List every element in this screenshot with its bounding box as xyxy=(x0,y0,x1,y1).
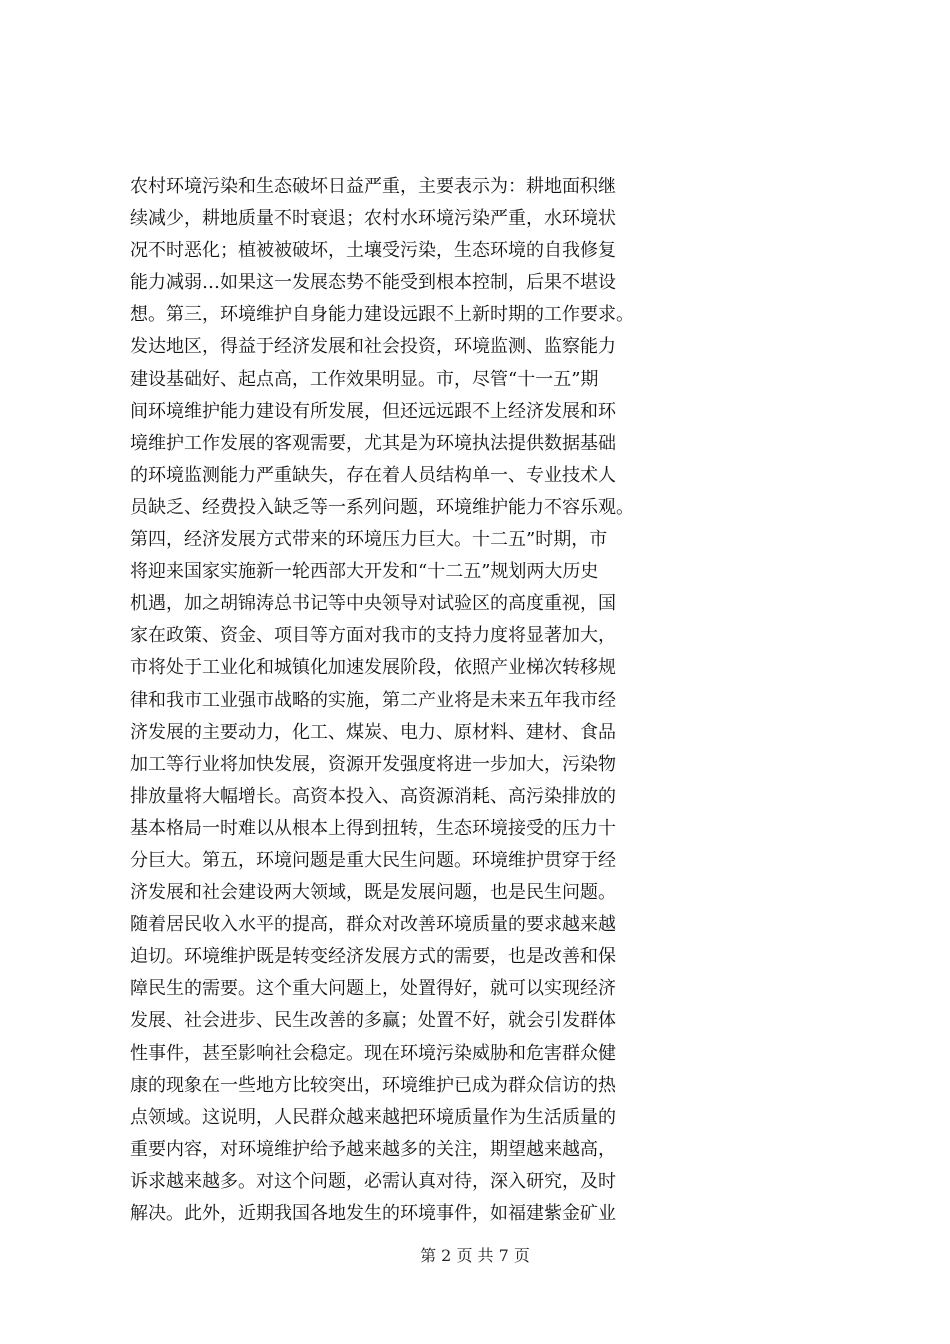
text-line: 员缺乏、经费投入缺乏等一系列问题，环境维护能力不容乐观。 xyxy=(130,496,634,518)
text-line: 性事件，甚至影响社会稳定。现在环境污染威胁和危害群众健 xyxy=(130,1042,616,1064)
text-line: 济发展的主要动力，化工、煤炭、电力、原材料、建材、食品 xyxy=(130,721,616,743)
text-line: 境维护工作发展的客观需要，尤其是为环境执法提供数据基础 xyxy=(130,432,616,454)
text-line: 解决。此外，近期我国各地发生的环境事件，如福建紫金矿业 xyxy=(130,1203,616,1224)
text-line: 重要内容，对环境维护给予越来越多的关注，期望越来越高， xyxy=(130,1138,616,1160)
text-line: 续减少，耕地质量不时衰退；农村水环境污染严重，水环境状 xyxy=(130,208,616,230)
text-line: 点领域。这说明，人民群众越来越把环境质量作为生活质量的 xyxy=(130,1106,616,1128)
text-line: 间环境维护能力建设有所发展，但还远远跟不上经济发展和环 xyxy=(130,400,616,422)
body-text xyxy=(130,171,830,1230)
text-line: 基本格局一时难以从根本上得到扭转，生态环境接受的压力十 xyxy=(130,817,616,839)
text-line: 市将处于工业化和城镇化加速发展阶段，依照产业梯次转移规 xyxy=(130,657,616,679)
text-line: 排放量将大幅增长。高资本投入、高资源消耗、高污染排放的 xyxy=(130,785,616,807)
text-line: 第四，经济发展方式带来的环境压力巨大。十二五”时期，市 xyxy=(130,529,608,551)
text-line: 康的现象在一些地方比较突出，环境维护已成为群众信访的热 xyxy=(130,1074,616,1096)
text-line: 机遇，加之胡锦涛总书记等中央领导对试验区的高度重视，国 xyxy=(130,593,616,615)
text-line: 的环境监测能力严重缺失，存在着人员结构单一、专业技术人 xyxy=(130,464,616,486)
text-line: 况不时恶化；植被被破坏，土壤受污染，生态环境的自我修复 xyxy=(130,240,616,262)
text-line: 诉求越来越多。对这个问题，必需认真对待，深入研究，及时 xyxy=(130,1170,616,1192)
text-line: 障民生的需要。这个重大问题上，处置得好，就可以实现经济 xyxy=(130,978,616,1000)
text-line: 将迎来国家实施新一轮西部大开发和“十二五”规划两大历史 xyxy=(130,561,599,583)
text-line: 农村环境污染和生态破坏日益严重，主要表示为：耕地面积继 xyxy=(130,176,616,197)
text-line: 想。第三，环境维护自身能力建设远跟不上新时期的工作要求。 xyxy=(130,304,634,326)
text-line: 能力减弱…如果这一发展态势不能受到根本控制，后果不堪设 xyxy=(130,272,616,294)
text-line: 发展、社会进步、民生改善的多赢；处置不好，就会引发群体 xyxy=(130,1010,616,1032)
text-line: 建设基础好、起点高，工作效果明显。市，尽管“十一五”期 xyxy=(130,368,599,390)
page-footer: 第 2 页 共 7 页 xyxy=(420,1246,530,1265)
text-line: 加工等行业将加快发展，资源开发强度将进一步加大，污染物 xyxy=(130,753,616,775)
text-line: 随着居民收入水平的提高，群众对改善环境质量的要求越来越 xyxy=(130,914,616,936)
text-line: 分巨大。第五，环境问题是重大民生问题。环境维护贯穿于经 xyxy=(130,849,616,871)
text-line: 发达地区，得益于经济发展和社会投资，环境监测、监察能力 xyxy=(130,336,616,358)
text-line: 律和我市工业强市战略的实施，第二产业将是未来五年我市经 xyxy=(130,689,616,711)
text-line: 家在政策、资金、项目等方面对我市的支持力度将显著加大， xyxy=(130,625,616,647)
text-line: 济发展和社会建设两大领域，既是发展问题，也是民生问题。 xyxy=(130,882,616,904)
text-line: 迫切。环境维护既是转变经济发展方式的需要，也是改善和保 xyxy=(130,946,616,968)
